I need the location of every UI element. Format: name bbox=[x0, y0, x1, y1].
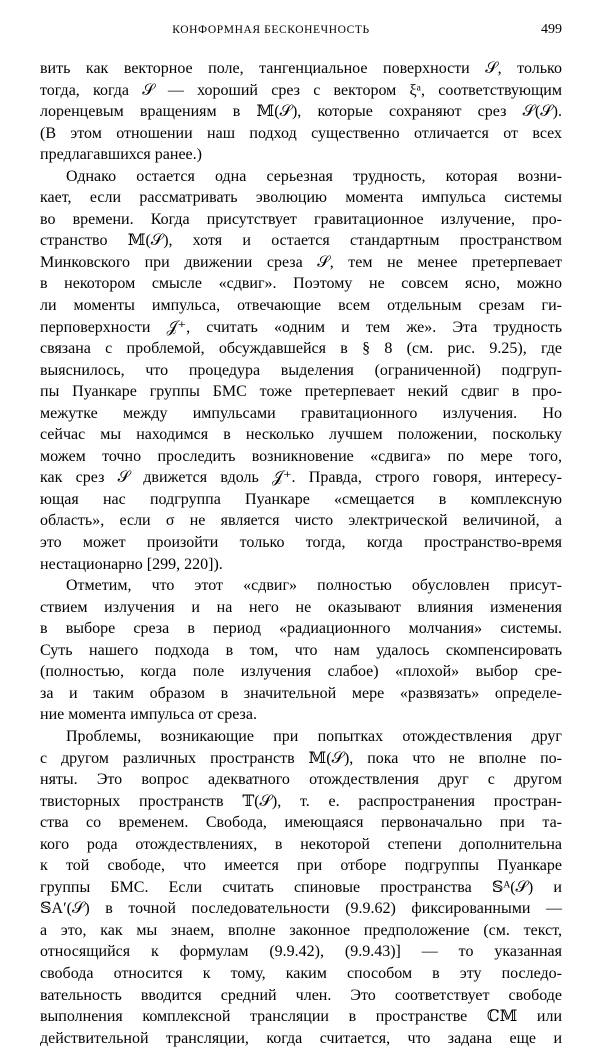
text-line: Проблемы, возникающие при попытках отождествления друг bbox=[66, 727, 562, 745]
text-line: ства со временем. Свобода, имеющаяся первоначально при та- bbox=[40, 814, 562, 832]
text-line: нестационарно [299, 220]). bbox=[40, 555, 223, 573]
text-line: (В этом отношении наш подход существенно отличается от всех bbox=[40, 124, 562, 142]
text-line: за и таким образом в значительной мере «развязать» определе- bbox=[40, 684, 562, 702]
text-line: выяснилось, что процедура выделения (ограниченной) подгруп- bbox=[40, 361, 562, 379]
paragraph-2 bbox=[40, 166, 562, 575]
text-line: ющая нас подгруппа Пуанкаре «смещается в комплексную bbox=[40, 490, 562, 508]
text-line: сейчас мы находимся в несколько лучшем положении, поскольку bbox=[40, 426, 562, 444]
paragraph-1 bbox=[40, 58, 562, 166]
text-line: относящийся к формулам (9.9.42), (9.9.43)] — то указанная bbox=[40, 943, 562, 961]
text-line: с другом различных пространств 𝕄(𝒮), пока что не вполне по- bbox=[40, 749, 562, 767]
text-line: Отметим, что этот «сдвиг» полностью обусловлен присут- bbox=[66, 577, 562, 595]
text-line: это может произойти только тогда, когда пространство-время bbox=[40, 534, 562, 552]
book-page bbox=[40, 22, 562, 1049]
text-line: предлагавшихся ранее.) bbox=[40, 146, 202, 164]
text-line: действительной трансляции, когда считается, что задана еще и bbox=[40, 1029, 562, 1047]
text-line: к той свободе, что имеется при отборе подгруппы Пуанкаре bbox=[40, 857, 562, 875]
text-line: как срез 𝒮 движется вдоль 𝒥⁺. Правда, строго говоря, интересу- bbox=[40, 469, 562, 487]
text-line: Минковского при движении среза 𝒮, тем не менее претерпевает bbox=[40, 253, 562, 271]
text-line: выполнения комплексной трансляции в пространстве ℂ𝕄 или bbox=[40, 1008, 562, 1026]
running-title: КОНФОРМНАЯ БЕСКОНЕЧНОСТЬ bbox=[172, 24, 370, 36]
body-text bbox=[40, 58, 562, 1049]
text-line: во времени. Когда присутствует гравитационное излучение, про- bbox=[40, 210, 562, 228]
text-line: (полностью, когда поле излучения слабое) «плохой» выбор сре- bbox=[40, 663, 562, 681]
text-line: а это, как мы знаем, вполне законное предположение (см. текст, bbox=[40, 921, 562, 939]
text-line: вить как векторное поле, тангенциальное поверхности 𝒮, только bbox=[40, 60, 562, 77]
text-line: можем точно проследить возникновение «сдвига» по мере того, bbox=[40, 447, 562, 465]
text-line: кает, если рассматривать эволюцию момента импульса системы bbox=[40, 189, 562, 207]
text-line: тогда, когда 𝒮 — хороший срез с вектором ξᵃ, соответствующим bbox=[40, 81, 562, 99]
text-line: ли моменты импульса, отвечающие всем отдельным срезам ги- bbox=[40, 297, 562, 315]
text-line: кого рода отождествлениях, в некоторой степени дополнительна bbox=[40, 835, 562, 853]
paragraph-3 bbox=[40, 575, 562, 726]
text-line: Однако остается одна серьезная трудность, которая возни- bbox=[66, 167, 562, 185]
text-line: ствием излучения и на него не оказывают влияния изменения bbox=[40, 598, 562, 616]
text-line: связана с проблемой, обсуждавшейся в § 8 (см. рис. 9.25), где bbox=[40, 340, 562, 358]
text-line: перповерхности 𝒥⁺, считать «одним и тем же». Эта трудность bbox=[40, 318, 562, 336]
text-line: межутке между импульсами гравитационного излучения. Но bbox=[40, 404, 562, 422]
text-line: пы Пуанкаре группы БМС тоже претерпевает некий сдвиг в про- bbox=[40, 383, 562, 401]
text-line: лоренцевым вращениям в 𝕄(𝒮), которые сохраняют срез 𝒮(𝒮). bbox=[40, 103, 562, 121]
text-line: Суть нашего подхода в том, что нам удалось скомпенсировать bbox=[40, 641, 562, 659]
text-line: странство 𝕄(𝒮), хотя и остается стандартным пространством bbox=[40, 232, 562, 250]
text-line: область», если σ не является чисто электрической величиной, а bbox=[40, 512, 562, 530]
text-line: твисторных пространств 𝕋(𝒮), т. е. распространения простран- bbox=[40, 792, 562, 810]
text-line: ние момента импульса от среза. bbox=[40, 706, 257, 724]
text-line: 𝕊A′(𝒮) в точной последовательности (9.9.62) фиксированными — bbox=[40, 900, 562, 918]
text-line: в выборе среза в период «радиационного молчания» системы. bbox=[40, 620, 562, 638]
text-line: няты. Это вопрос адекватного отождествления друг с другом bbox=[40, 771, 562, 789]
page-header bbox=[40, 22, 562, 44]
text-line: свобода относится к тому, каким способом в эту последо- bbox=[40, 964, 562, 982]
paragraph-4 bbox=[40, 726, 562, 1049]
text-line: вательность вводится средний член. Это соответствует свободе bbox=[40, 986, 562, 1004]
page-number: 499 bbox=[541, 22, 562, 37]
text-line: в некотором смысле «сдвиг». Поэтому не совсем ясно, можно bbox=[40, 275, 562, 293]
text-line: группы БМС. Если считать спиновые пространства 𝕊ᴬ(𝒮) и bbox=[40, 878, 562, 896]
